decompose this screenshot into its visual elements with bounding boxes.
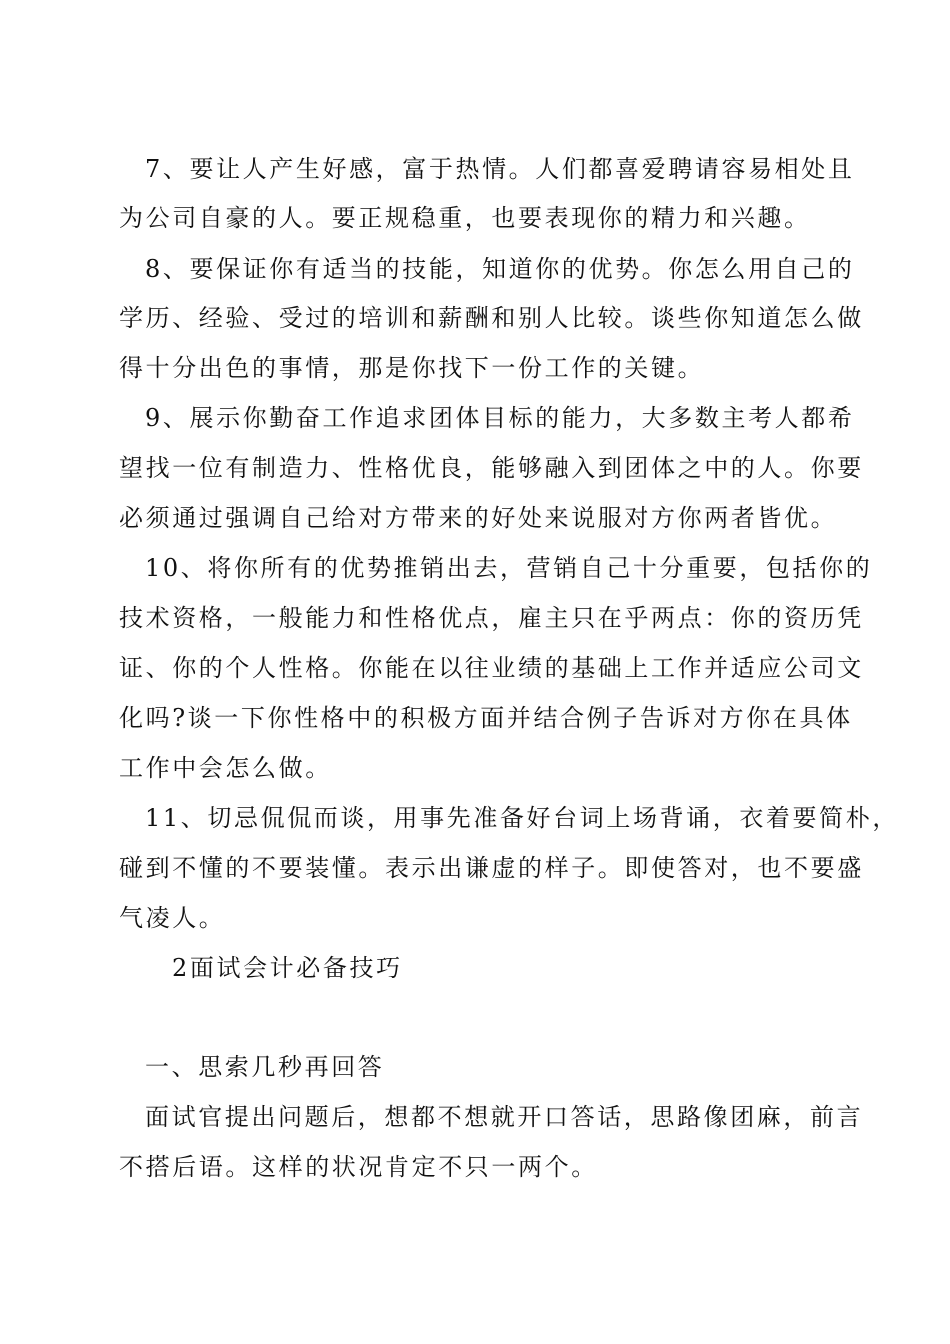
- paragraph-10-line-3: 证、你的个人性格。你能在以往业绩的基础上工作并适应公司文: [119, 654, 864, 682]
- paragraph-7-line-2: 为公司自豪的人。要正规稳重，也要表现你的精力和兴趣。: [119, 204, 811, 232]
- paragraph-10-line-5: 工作中会怎么做。: [119, 754, 332, 782]
- paragraph-9-line-3: 必须通过强调自己给对方带来的好处来说服对方你两者皆优。: [119, 504, 838, 532]
- paragraph-10-line-4: 化吗?谈一下你性格中的积极方面并结合例子告诉对方你在具体: [119, 704, 853, 732]
- subsection-heading: 一、思索几秒再回答: [145, 1053, 385, 1081]
- paragraph-8-line-3: 得十分出色的事情，那是你找下一份工作的关键。: [119, 354, 705, 382]
- paragraph-8-line-1: 8、要保证你有适当的技能，知道你的优势。你怎么用自己的: [145, 255, 855, 283]
- paragraph-11-line-3: 气凌人。: [119, 904, 226, 932]
- paragraph-9-line-1: 9、展示你勤奋工作追求团体目标的能力，大多数主考人都希: [145, 404, 855, 432]
- paragraph-9-line-2: 望找一位有制造力、性格优良，能够融入到团体之中的人。你要: [119, 454, 864, 482]
- body-paragraph-line-2: 不搭后语。这样的状况肯定不只一两个。: [119, 1153, 598, 1181]
- paragraph-8-line-2: 学历、经验、受过的培训和薪酬和别人比较。谈些你知道怎么做: [119, 304, 864, 332]
- section-heading: 2面试会计必备技巧: [172, 954, 403, 982]
- paragraph-11-line-2: 碰到不懂的不要装懂。表示出谦虚的样子。即使答对，也不要盛: [119, 854, 864, 882]
- paragraph-10-line-2: 技术资格，一般能力和性格优点，雇主只在乎两点：你的资历凭: [119, 604, 864, 632]
- body-paragraph-line-1: 面试官提出问题后，想都不想就开口答话，思路像团麻，前言: [145, 1103, 864, 1131]
- paragraph-10-line-1: 10、将你所有的优势推销出去，营销自己十分重要，包括你的: [145, 554, 873, 582]
- paragraph-7-line-1: 7、要让人产生好感，富于热情。人们都喜爱聘请容易相处且: [145, 155, 855, 183]
- paragraph-11-line-1: 11、切忌侃侃而谈，用事先准备好台词上场背诵，衣着要简朴，: [145, 804, 899, 832]
